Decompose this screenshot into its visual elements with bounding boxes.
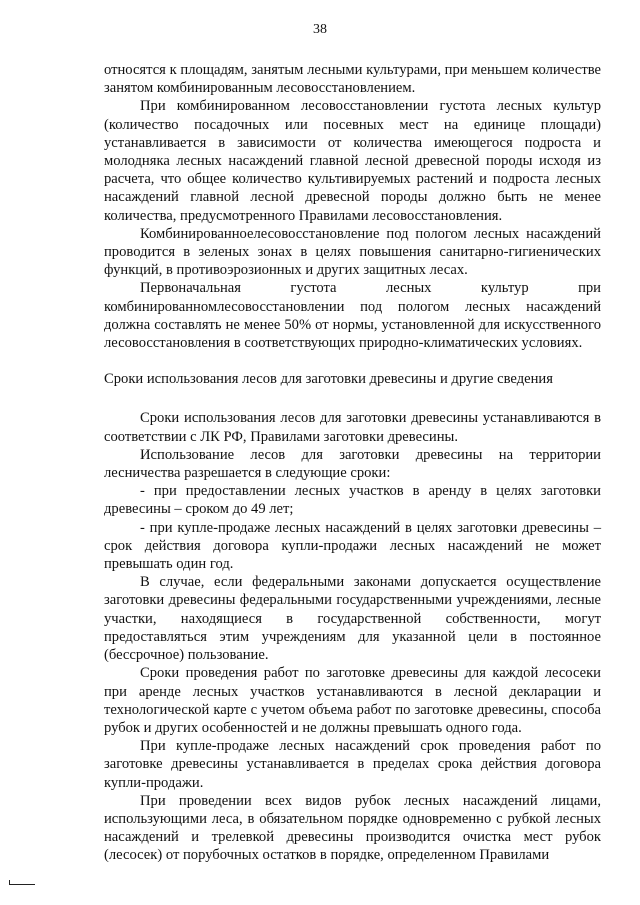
- paragraph-density-rules: При комбинированном лесовосстановлении густота лесных культур (количество посадочных или посевных мест на единице площади) устанавливается в зависимости от количества имеющегося подроста и молодняка лесных насаждений главной лесной древесной породы исходя из расчета, что общее количество культивируемых растений и подроста лесных насаждений главной лесной древесной породы должно быть не менее количества, предусмотренного Правилами лесовосстановления.: [104, 98, 601, 224]
- paragraph-sale-work-deadline: При купле-продаже лесных насаждений срок проведения работ по заготовке древесины устанавливается в пределах срока действия договора купли-продажи.: [104, 738, 601, 791]
- paragraph-federal-institutions: В случае, если федеральными законами допускается осуществление заготовки древесины федеральными государственными учреждениями, лесные участки, находящиеся в государственной собственности, могут предоставляться этим учреждениям для указанной цели в постоянное (бессрочное) пользование.: [104, 574, 601, 664]
- paragraph-continuation: относятся к площадям, занятым лесными культурами, при меньшем количестве занятом комбинированным лесовосстановлением.: [104, 62, 601, 97]
- paragraph-initial-density: Первоначальная густота лесных культур при комбинированномлесовосстановлении под пологом лесных насаждений должна составлять не менее 50% от нормы, установленной для искусственного лесовосстановления в соответствующих природно-климатических условиях.: [104, 280, 601, 352]
- paragraph-site-cleanup: При проведении всех видов рубок лесных насаждений лицами, использующими леса, в обязательном порядке одновременно с рубкой лесных насаждений и трелевкой древесины производится очистка мест рубок (лесосек) от порубочных остатков в порядке, определенном Правилами: [104, 792, 601, 864]
- list-item-sale-term: - при купле-продаже лесных насаждений в целях заготовки древесины – срок действия договора купли-продажи лесных насаждений не может превышать один год.: [104, 519, 601, 573]
- paragraph-work-deadlines: Сроки проведения работ по заготовке древесины для каждой лесосеки при аренде лесных участков устанавливаются в лесной декларации и технологической карте с учетом объема работ по заготовке древесины, способа рубок и других особенностей и не должны превышать одного года.: [104, 665, 601, 736]
- scan-corner-mark: [9, 884, 35, 885]
- document-body: [104, 61, 601, 865]
- page-number: 38: [313, 22, 327, 37]
- paragraph-green-zones: Комбинированноелесовосстановление под пологом лесных насаждений проводится в зеленых зонах в целях повышения санитарно-гигиенических функций, в противоэрозионных и других защитных лесах.: [104, 225, 601, 279]
- paragraph-terms-basis: Сроки использования лесов для заготовки древесины устанавливаются в соответствии с ЛК РФ, Правилами заготовки древесины.: [104, 410, 601, 445]
- section-heading: Сроки использования лесов для заготовки древесины и другие сведения: [104, 371, 553, 388]
- list-item-lease-term: - при предоставлении лесных участков в аренду в целях заготовки древесины – сроком до 49 лет;: [104, 483, 601, 518]
- paragraph-terms-intro: Использование лесов для заготовки древесины на территории лесничества разрешается в следующие сроки:: [104, 446, 601, 482]
